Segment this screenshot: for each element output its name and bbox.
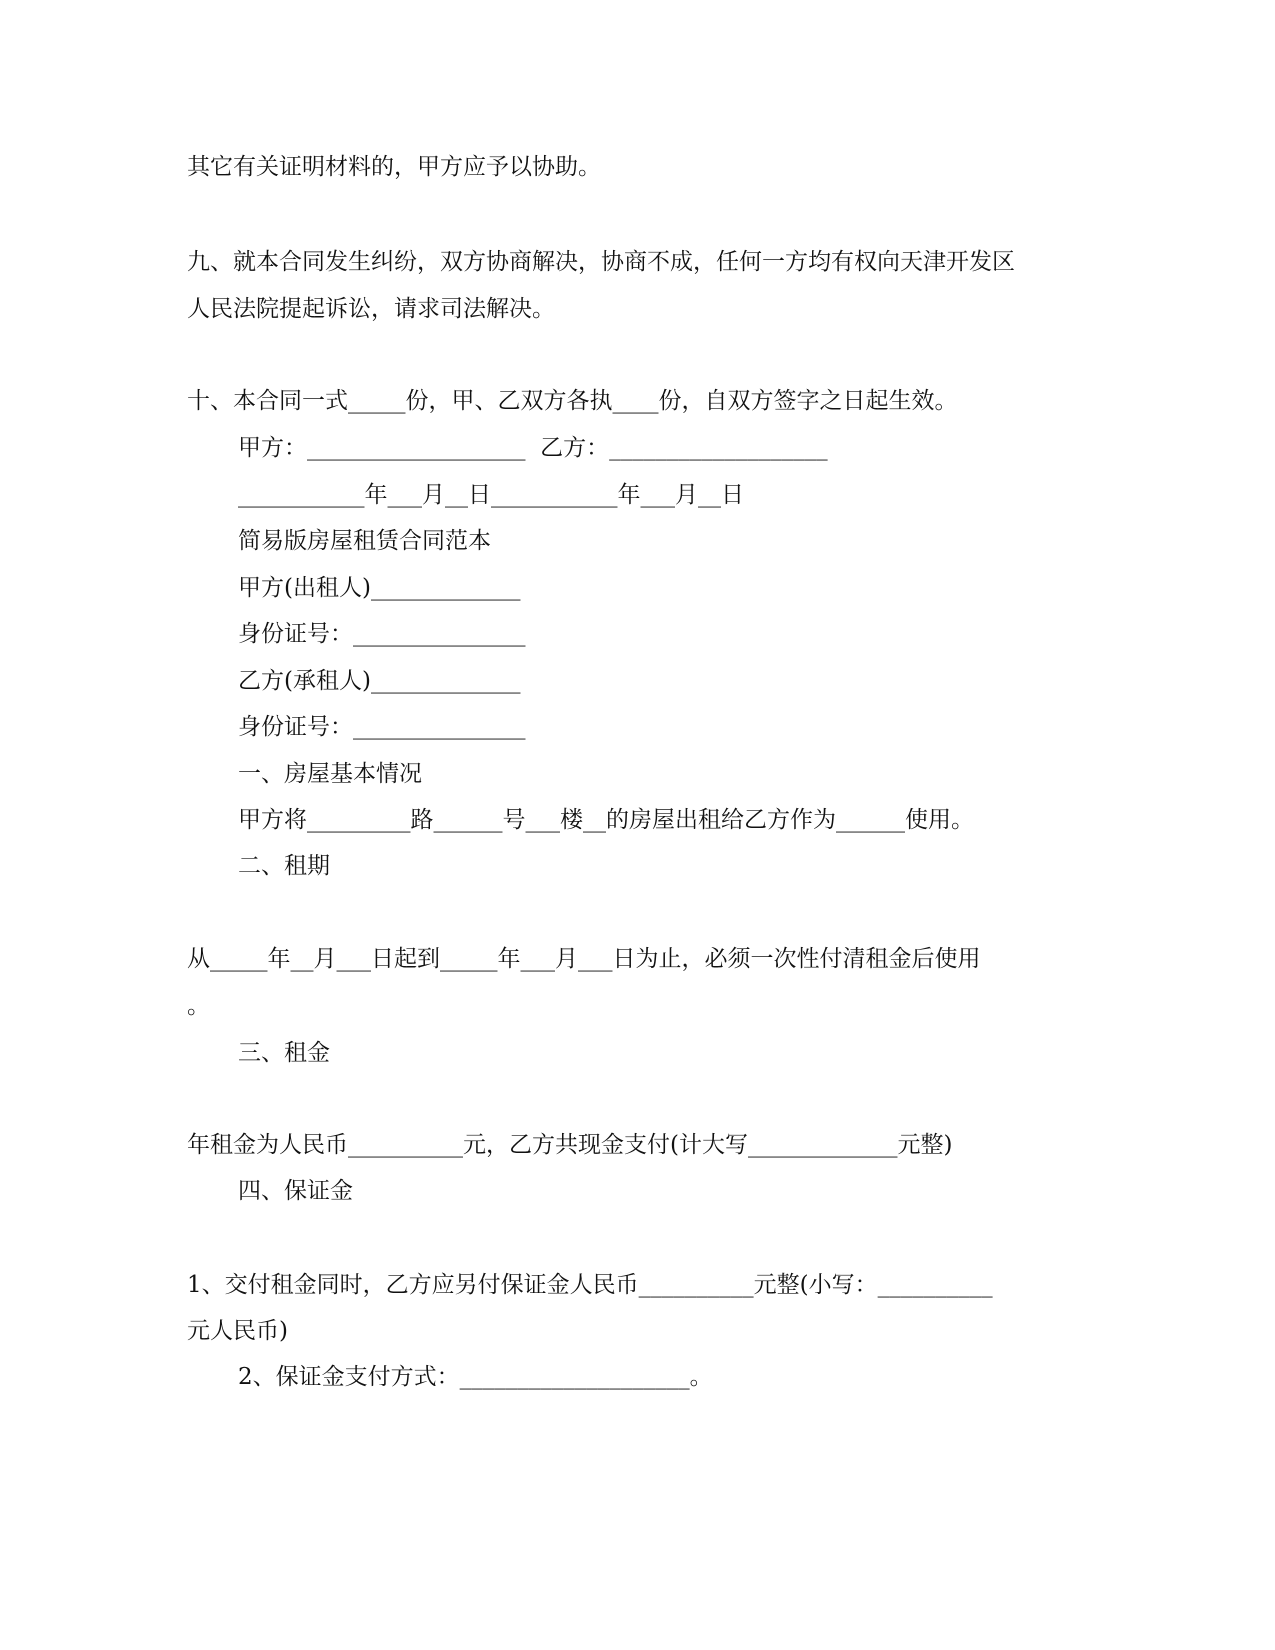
section-1-heading: 一、房屋基本情况 — [238, 761, 422, 787]
section-4-item-2: 2、保证金支付方式：____________________。 — [238, 1364, 713, 1390]
lessor-id-field: 身份证号：_______________ — [238, 621, 526, 647]
clause-9-line-2: 人民法院提起诉讼，请求司法解决。 — [187, 296, 555, 322]
section-2-heading: 二、租期 — [238, 853, 330, 879]
section-3-heading: 三、租金 — [238, 1040, 330, 1066]
clause-10: 十、本合同一式_____份，甲、乙双方各执____份，自双方签字之日起生效。 — [187, 388, 958, 414]
clause-9-line-1: 九、就本合同发生纠纷，双方协商解决，协商不成，任何一方均有权向天津开发区 — [187, 249, 1015, 275]
lessor-field: 甲方(出租人)_____________ — [238, 575, 521, 601]
lessee-id-field: 身份证号：_______________ — [238, 714, 526, 740]
section-4-heading: 四、保证金 — [238, 1178, 353, 1204]
section-1-body: 甲方将_________路______号___楼__的房屋出租给乙方作为______使用。 — [238, 807, 974, 833]
section-4-item-1-line-1: 1、交付租金同时，乙方应另付保证金人民币__________元整(小写：__________ — [187, 1272, 993, 1298]
lessee-field: 乙方(承租人)_____________ — [238, 668, 521, 694]
section-2-body-line-1: 从_____年__月___日起到_____年___月___日为止，必须一次性付清租金后使用 — [187, 946, 981, 972]
section-2-body-line-2: 。 — [187, 993, 210, 1019]
clause-8-tail: 其它有关证明材料的，甲方应予以协助。 — [187, 154, 601, 180]
signature-parties: 甲方：___________________ 乙方：___________________ — [238, 435, 828, 461]
signature-dates: ___________年___月__日___________年___月__日 — [238, 482, 744, 508]
section-3-body: 年租金为人民币__________元，乙方共现金支付(计大写_____________元整) — [187, 1132, 953, 1158]
template-title: 简易版房屋租赁合同范本 — [238, 528, 491, 554]
section-4-item-1-line-2: 元人民币) — [187, 1318, 288, 1344]
